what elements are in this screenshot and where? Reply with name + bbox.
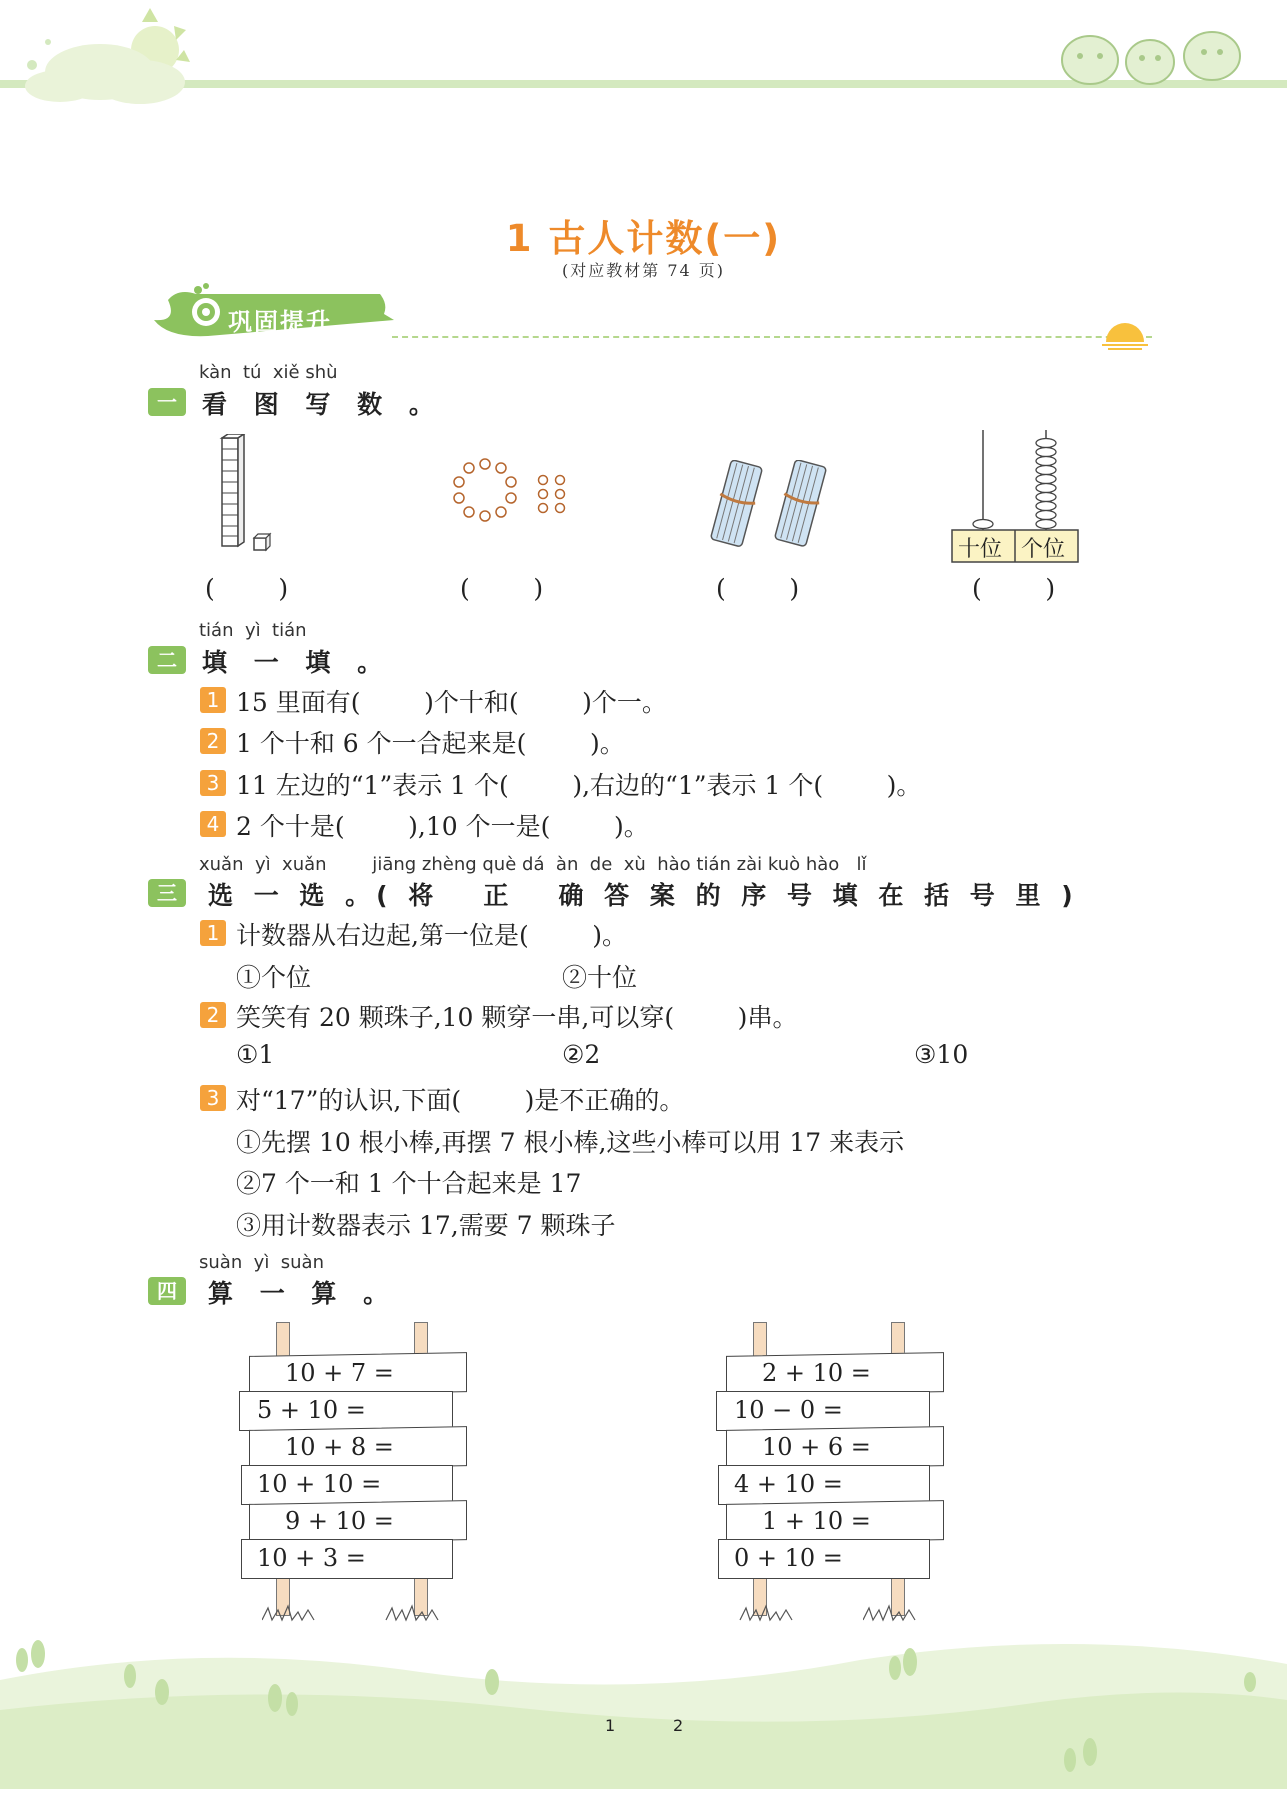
choice-option[interactable]: ②2 [562, 1040, 601, 1069]
answer-blank-1[interactable]: ( ) [205, 574, 289, 603]
choice-question: 计数器从右边起,第一位是( )。 [236, 921, 628, 950]
stick-bundles-image [700, 460, 840, 554]
calc-expression[interactable]: 10 + 6 = [762, 1433, 871, 1461]
fill-number: 4 [200, 811, 226, 837]
page-title: 1 古人计数(一) [505, 217, 782, 260]
choice-option[interactable]: ③用计数器表示 17,需要 7 颗珠子 [236, 1211, 616, 1240]
calc-expression[interactable]: 9 + 10 = [285, 1507, 394, 1535]
page-number-left: 1 [605, 1716, 616, 1735]
calc-expression[interactable]: 10 − 0 = [734, 1396, 843, 1424]
calc-expression[interactable]: 10 + 7 = [285, 1359, 394, 1387]
signpost-post [276, 1322, 290, 1358]
answer-blank-3[interactable]: ( ) [716, 574, 800, 603]
header-graphic [0, 0, 1287, 120]
fill-question: 1 个十和 6 个一合起来是( )。 [236, 729, 625, 758]
choice-option[interactable]: ②十位 [562, 963, 638, 992]
choice-option[interactable]: ②7 个一和 1 个十合起来是 17 [236, 1169, 582, 1198]
section-2-badge: 二 [148, 646, 186, 674]
header-decoration [0, 0, 1287, 120]
section-3-badge: 三 [148, 879, 186, 907]
section-1-title: 看 图 写 数 。 [202, 390, 443, 419]
fill-question: 11 左边的“1”表示 1 个( ),右边的“1”表示 1 个( )。 [236, 771, 922, 800]
fill-number: 3 [200, 770, 226, 796]
fill-question: 15 里面有( )个十和( )个一。 [236, 688, 667, 717]
choice-option[interactable]: ①个位 [236, 963, 312, 992]
calc-expression[interactable]: 5 + 10 = [257, 1396, 366, 1424]
answer-blank-4[interactable]: ( ) [972, 574, 1056, 603]
calc-expression[interactable]: 10 + 10 = [257, 1470, 382, 1498]
sun-icon [1100, 312, 1150, 356]
choice-question: 对“17”的认识,下面( )是不正确的。 [236, 1086, 685, 1115]
calc-expression[interactable]: 10 + 3 = [257, 1544, 366, 1572]
page-number-right: 2 [673, 1716, 684, 1735]
banner-dashed-line [392, 336, 1152, 338]
abacus-label-ones: 个位 [1021, 537, 1066, 562]
calc-expression[interactable]: 0 + 10 = [734, 1544, 843, 1572]
section-2-title: 填 一 填 。 [202, 648, 392, 677]
banner-label: 巩固提升 [228, 308, 332, 336]
choice-option[interactable]: ①先摆 10 根小棒,再摆 7 根小棒,这些小棒可以用 17 来表示 [236, 1128, 905, 1157]
section-3-pinyin: xuǎn yì xuǎn jiāng zhèng què dá àn de xù hào tián zài kuò hào lǐ [199, 854, 867, 875]
calc-expression[interactable]: 2 + 10 = [762, 1359, 871, 1387]
page-subtitle: (对应教材第 74 页) [561, 261, 726, 280]
choice-number: 3 [200, 1085, 226, 1111]
section-1-badge: 一 [148, 388, 186, 416]
ten-rod-image [214, 434, 274, 558]
choice-number: 1 [200, 920, 226, 946]
section-3-title: 选 一 选 。( 将 正 确 答 案 的 序 号 填 在 括 号 里 ) [208, 881, 1079, 910]
choice-number: 2 [200, 1002, 226, 1028]
section-4-badge: 四 [148, 1277, 186, 1305]
answer-blank-2[interactable]: ( ) [460, 574, 544, 603]
abacus-label-tens: 十位 [958, 537, 1003, 562]
choice-option[interactable]: ③10 [914, 1040, 969, 1069]
section-4-title: 算 一 算 。 [208, 1279, 398, 1308]
fill-number: 1 [200, 687, 226, 713]
signpost-post [753, 1322, 767, 1358]
calc-expression[interactable]: 4 + 10 = [734, 1470, 843, 1498]
section-2-pinyin: tián yì tián [199, 620, 307, 641]
bead-ring-image [445, 458, 575, 542]
calc-expression[interactable]: 10 + 8 = [285, 1433, 394, 1461]
choice-question: 笑笑有 20 颗珠子,10 颗穿一串,可以穿( )串。 [236, 1003, 798, 1032]
fill-number: 2 [200, 728, 226, 754]
fill-question: 2 个十是( ),10 个一是( )。 [236, 812, 649, 841]
abacus-image [950, 428, 1080, 564]
section-4-pinyin: suàn yì suàn [199, 1252, 324, 1273]
calc-expression[interactable]: 1 + 10 = [762, 1507, 871, 1535]
section-1-pinyin: kàn tú xiě shù [199, 362, 338, 383]
footer-hills [0, 1620, 1287, 1789]
choice-option[interactable]: ①1 [236, 1040, 275, 1069]
